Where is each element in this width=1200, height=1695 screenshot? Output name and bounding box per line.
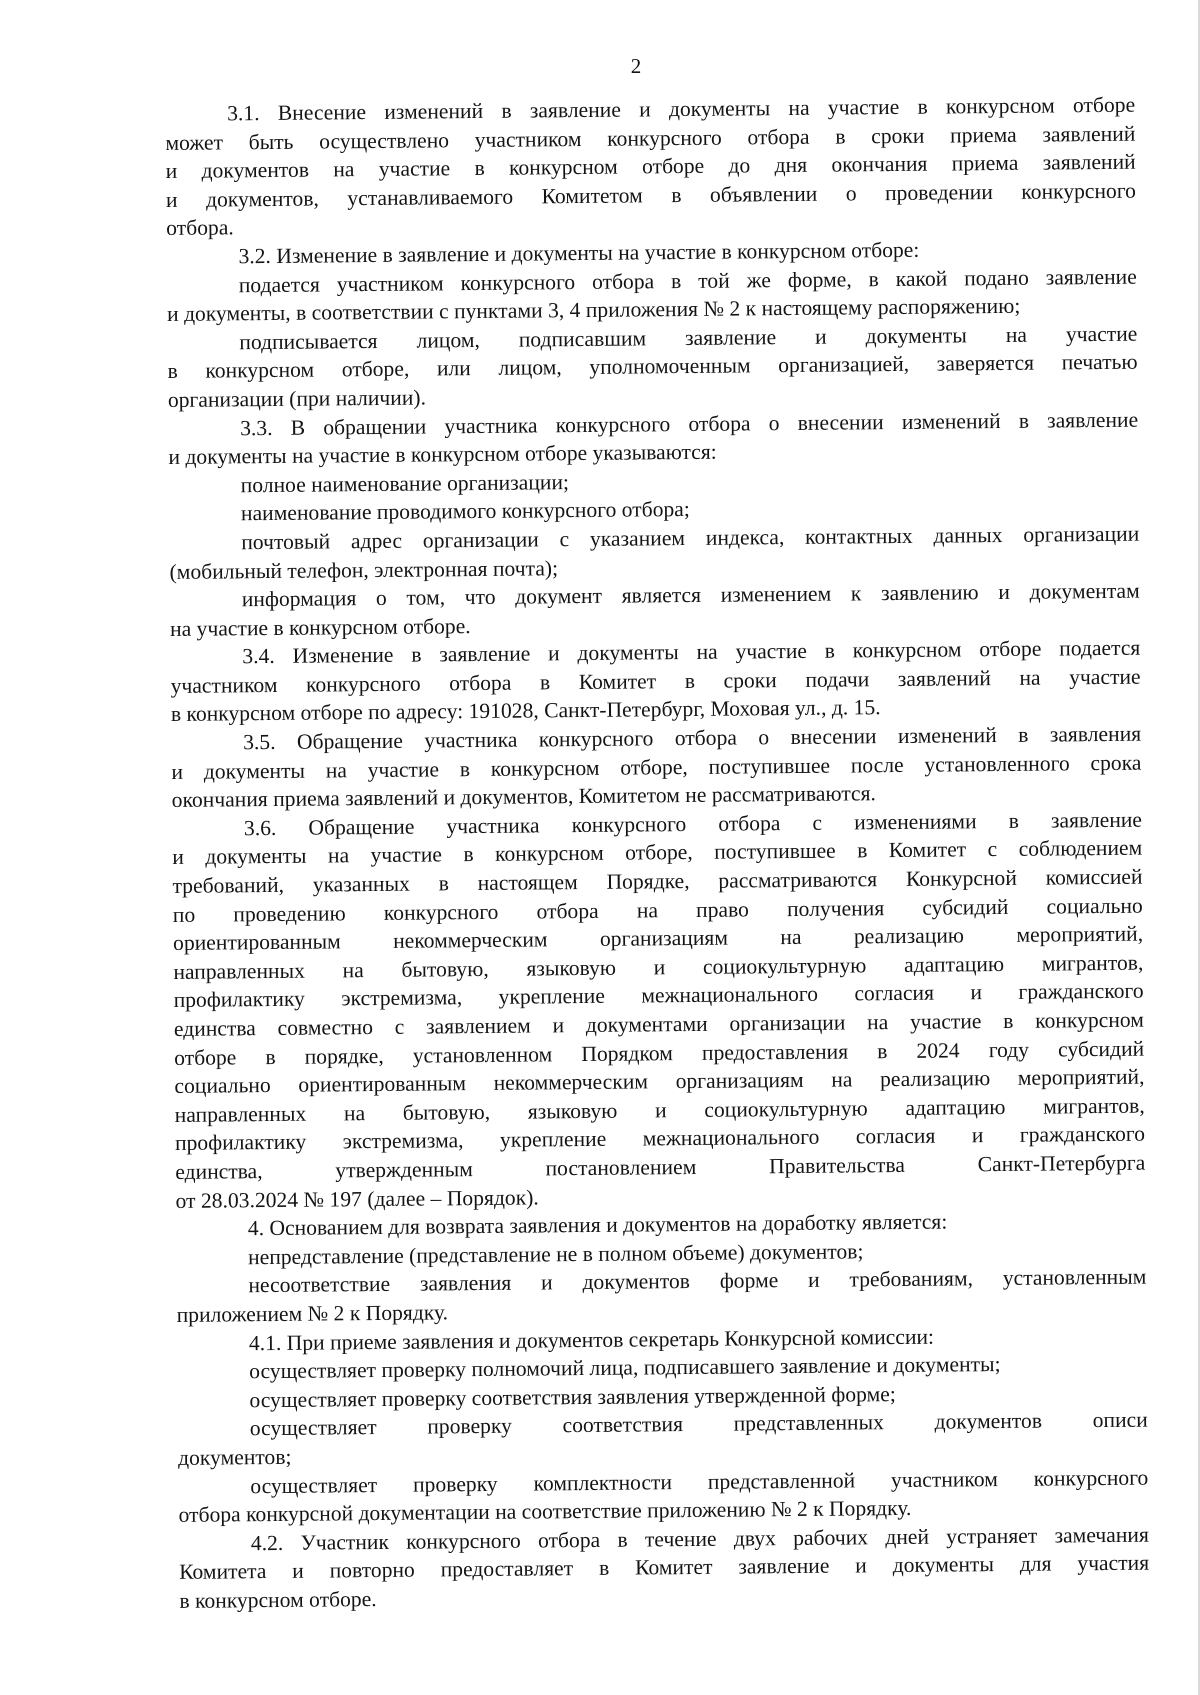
text-line: осуществляет проверку полномочий лица, подписавшего заявление и документы; bbox=[249, 1352, 1001, 1384]
paragraph bbox=[178, 1463, 1149, 1529]
text-line: и документы на участие в конкурсном отборе указываются: bbox=[168, 439, 717, 470]
text-line: 4.1. При приеме заявления и документов секретарь Конкурсной комиссии: bbox=[248, 1324, 935, 1355]
text-line: 3.1. Внесение изменений в заявление и документы на участие в конкурсном отборе bbox=[227, 92, 1136, 126]
text-line: подается участником конкурсного отбора в той же форме, в какой подано заявление bbox=[238, 264, 1137, 297]
page-number: 2 bbox=[630, 54, 642, 78]
text-line: по проведению конкурсного отбора на право получения субсидий социально bbox=[172, 893, 1143, 927]
text-line: 3.3. В обращении участника конкурсного отбора о внесении изменений в заявление bbox=[240, 407, 1139, 440]
text-line: 3.6. Обращение участника конкурсного отбора с изменениями в заявление bbox=[243, 807, 1143, 841]
text-line: непредставление (представление не в полном объеме) документов; bbox=[247, 1239, 864, 1270]
text-line: на участие в конкурсном отборе. bbox=[169, 613, 471, 641]
text-line: в конкурсном отборе по адресу: 191028, Санкт-Петербург, Моховая ул., д. 15. bbox=[170, 695, 881, 727]
text-line: осуществляет проверку соответствия представленных документов описи bbox=[249, 1407, 1148, 1441]
text-line: отборе в порядке, установленном Порядком предоставления в 2024 году субсидий bbox=[174, 1036, 1145, 1070]
text-line: документов; bbox=[177, 1444, 292, 1470]
text-line: несоответствие заявления и документов форме и требованиям, установленным bbox=[248, 1264, 1147, 1298]
text-line: и документы на участие в конкурсном отборе, поступившее после установленного срока bbox=[171, 750, 1142, 784]
text-line: профилактику экстремизма, укрепление межнационального согласия и гражданского bbox=[174, 1122, 1146, 1156]
text-line: осуществляет проверку комплектности представленной участником конкурсного bbox=[250, 1465, 1149, 1498]
paragraph bbox=[172, 805, 1146, 1215]
paragraph bbox=[176, 1263, 1147, 1329]
text-line: требований, указанных в настоящем Порядке, рассматриваются Конкурсной комиссией bbox=[172, 864, 1143, 898]
paragraph bbox=[179, 1520, 1150, 1615]
text-line: единства, утвержденным постановлением Правительства Санкт-Петербурга bbox=[175, 1150, 1146, 1184]
text-line: полное наименование организации; bbox=[240, 469, 570, 498]
text-line: в конкурсном отборе, или лицом, уполномоченным организацией, заверяется печатью bbox=[167, 350, 1138, 384]
text-line: 3.2. Изменение в заявление и документы на участие в конкурсном отборе: bbox=[238, 237, 920, 269]
paragraph bbox=[178, 1406, 1149, 1472]
text-line: социально ориентированным некоммерческим организациям на реализацию мероприятий, bbox=[174, 1064, 1145, 1099]
text-line: в конкурсном отборе. bbox=[179, 1586, 377, 1613]
text-line: 4.2. Участник конкурсного отбора в течение двух рабочих дней устраняет замечания bbox=[250, 1522, 1149, 1555]
text-line: направленных на бытовую, языковую и социокультурную адаптацию мигрантов, bbox=[173, 950, 1144, 984]
text-line: почтовый адрес организации с указанием индекса, контактных данных организации bbox=[241, 521, 1140, 555]
text-line: (мобильный телефон, электронная почта); bbox=[169, 555, 559, 584]
text-line: ориентированным некоммерческим организациям на реализацию мероприятий, bbox=[172, 921, 1144, 956]
paragraph bbox=[170, 634, 1141, 729]
paragraph bbox=[169, 520, 1140, 586]
text-line: профилактику экстремизма, укрепление межнационального согласия и гражданского bbox=[173, 979, 1144, 1013]
text-line: осуществляет проверку соответствия заявления утвержденной форме; bbox=[249, 1381, 896, 1412]
text-line: подписывается лицом, подписавшим заявление и документы на участие bbox=[239, 321, 1138, 355]
text-line: 4. Основанием для возврата заявления и документов на доработку является: bbox=[247, 1209, 948, 1241]
text-line: направленных на бытовую, языковую и социокультурную адаптацию мигрантов, bbox=[174, 1093, 1145, 1127]
document-body bbox=[165, 91, 1150, 1616]
text-line: отбора. bbox=[166, 215, 234, 241]
text-line: приложением № 2 к Порядку. bbox=[176, 1300, 449, 1327]
text-line: и документов на участие в конкурсном отборе до дня окончания приема заявлений bbox=[165, 149, 1136, 184]
text-line: 3.4. Изменение в заявление и документы на участие в конкурсном отборе подается bbox=[242, 635, 1141, 669]
paragraph bbox=[167, 319, 1138, 414]
text-line: Комитета и повторно предоставляет в Комитет заявление и документы для участия bbox=[179, 1550, 1150, 1585]
text-line: отбора конкурсной документации на соответствие приложению № 2 к Порядку. bbox=[178, 1495, 912, 1528]
text-line: наименование проводимого конкурсного отбора; bbox=[240, 497, 690, 526]
text-line: информация о том, что документ является изменением к заявлению и документам bbox=[241, 578, 1140, 612]
text-line: организации (при наличии). bbox=[167, 385, 427, 412]
paragraph bbox=[165, 91, 1136, 243]
paragraph bbox=[167, 262, 1138, 328]
text-line: и документы на участие в конкурсном отборе, поступившее в Комитет с соблюдением bbox=[172, 836, 1143, 870]
text-line: окончания приема заявлений и документов, Комитетом не рассматриваются. bbox=[171, 781, 877, 813]
text-line: и документов, устанавливаемого Комитетом в объявлении о проведении конкурсного bbox=[165, 178, 1137, 212]
paragraph bbox=[171, 720, 1142, 815]
text-line: 3.5. Обращение участника конкурсного отбора о внесении изменений в заявления bbox=[243, 721, 1142, 755]
paragraph bbox=[168, 405, 1139, 471]
text-line: от 28.03.2024 № 197 (далее – Порядок). bbox=[175, 1185, 539, 1213]
text-line: и документы, в соответствии с пунктами 3, 4 приложения № 2 к настоящему распоряжению; bbox=[166, 293, 1021, 327]
paragraph bbox=[170, 577, 1141, 643]
text-line: единства совместно с заявлением и документами организации на участие в конкурсном bbox=[173, 1007, 1144, 1041]
text-line: участником конкурсного отбора в Комитет в сроки подачи заявлений на участие bbox=[170, 664, 1141, 698]
text-line: может быть осуществлено участником конкурсного отбора в сроки приема заявлений bbox=[165, 121, 1136, 155]
